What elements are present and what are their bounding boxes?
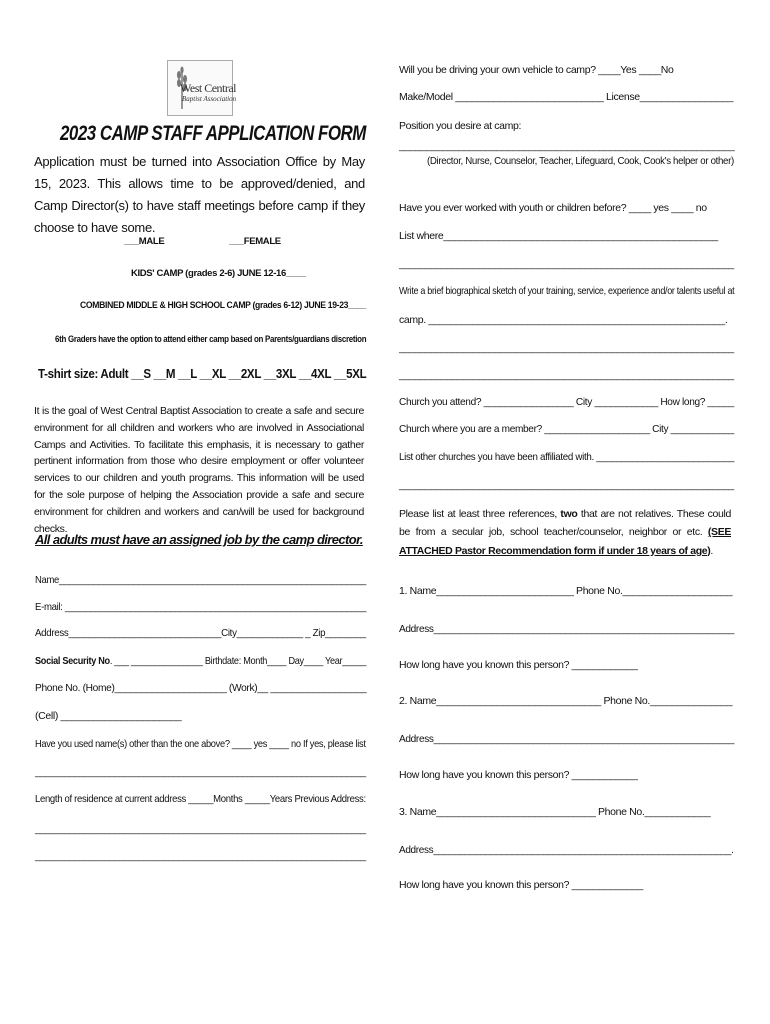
list-where-field[interactable]: List where__________________________________________________ <box>399 230 718 242</box>
reference-1-name-field[interactable]: 1. Name_________________________ Phone No.____________________ <box>399 585 733 597</box>
kids-camp-option[interactable]: KIDS' CAMP (grades 2-6) JUNE 12-16____ <box>131 268 306 279</box>
reference-1-address-field[interactable]: Address_________________________________________________________ <box>399 623 734 635</box>
reference-3-address-field[interactable]: Address_________________________________________________________. <box>399 844 734 856</box>
previous-address-line-1[interactable]: ___________________________________________________________________ <box>35 823 366 835</box>
bio-sketch-line-3[interactable]: _______________________________________________________________ <box>399 369 734 381</box>
bio-sketch-line-2[interactable]: _______________________________________________________________ <box>399 342 734 354</box>
driving-question[interactable]: Will you be driving your own vehicle to camp? ____Yes ____No <box>399 64 674 76</box>
previous-address-line-2[interactable]: ___________________________________________________________________ <box>35 850 366 862</box>
female-checkbox[interactable]: ___FEMALE <box>229 236 281 247</box>
ssn-birthdate-field[interactable] <box>35 655 366 668</box>
worked-with-youth-question[interactable]: Have you ever worked with youth or children before? ____ yes ____ no <box>399 202 707 214</box>
position-field[interactable]: ______________________________________________________________ <box>399 140 735 152</box>
reference-3-how-long-field[interactable]: How long have you known this person? _____________ <box>399 879 644 891</box>
adults-assigned-job-note: All adults must have an assigned job by the camp director. <box>35 532 363 547</box>
other-names-question[interactable]: Have you used name(s) other than the one above? ____ yes ____ no If yes, please list <box>35 738 366 750</box>
pastor-recommendation-note: (SEE ATTACHED Pastor Recommendation form if under 18 years of age) <box>399 526 731 557</box>
phone-field[interactable]: Phone No. (Home)_____________________ (Work)__ __________________ <box>35 682 367 694</box>
references-instructions <box>399 505 731 560</box>
logo-name: West Central <box>180 81 237 95</box>
residence-field[interactable]: Length of residence at current address _____Months _____Years Previous Address: <box>35 793 366 805</box>
cell-field[interactable]: (Cell) ______________________ <box>35 710 182 722</box>
position-options-note: (Director, Nurse, Counselor, Teacher, Lifeguard, Cook, Cook's helper or other) <box>427 156 734 167</box>
bio-sketch-prompt: Write a brief biographical sketch of your training, service, experience and/or talents useful at <box>399 285 735 297</box>
goal-paragraph: It is the goal of West Central Baptist Association to create a safe and secure environment for all children and workers who are involved in Associational Camps and Activities. To facilitate this emphasis, it is necessary to gather pertinent information from those who desire employment or offer volunteer services to our children and youth programs. This information will be used for the sole purpose of helping the Association provide a safe and secure environment for children and workers and can/will be used for background checks. <box>34 405 364 535</box>
reference-2-how-long-field[interactable]: How long have you known this person? ____________ <box>399 769 638 781</box>
tshirt-size-field[interactable]: T-shirt size: Adult __S __M __L __XL __2XL __3XL __4XL __5XL <box>38 367 367 381</box>
logo-subtitle: Baptist Association <box>182 95 237 103</box>
male-checkbox[interactable]: ___MALE <box>124 236 165 247</box>
other-churches-line-2[interactable]: _______________________________________________________________ <box>399 479 734 491</box>
references-end: . <box>710 544 713 557</box>
form-title: 2023 CAMP STAFF APPLICATION FORM <box>60 122 366 145</box>
intro-paragraph: Application must be turned into Association Office by May 15, 2023. This allows time to be approved/denied, and Camp Director(s) to have staff meetings before camp if they choose to have some. <box>34 154 365 236</box>
sixth-graders-note: 6th Graders have the option to attend either camp based on Parents/guardians discretion <box>55 334 367 345</box>
address-field[interactable]: Address______________________________City_____________ _ Zip________ <box>35 627 366 639</box>
name-field[interactable]: Name______________________________________________________________ <box>35 574 366 586</box>
ssn-label: Social Security No <box>35 655 110 667</box>
list-where-line-2[interactable]: _______________________________________________________________ <box>399 258 734 270</box>
reference-2-name-field[interactable]: 2. Name______________________________ Phone No._______________ <box>399 695 733 707</box>
references-two: two <box>560 508 578 520</box>
ssn-birthdate-blanks: . ___ _______________ Birthdate: Month____ Day____ Year_____ <box>109 655 367 667</box>
combined-camp-option[interactable]: COMBINED MIDDLE & HIGH SCHOOL CAMP (grades 6-12) JUNE 19-23____ <box>80 300 367 311</box>
reference-2-address-field[interactable]: Address_________________________________________________________ <box>399 733 734 745</box>
bio-sketch-line-1[interactable]: camp. ______________________________________________________. <box>399 314 728 326</box>
make-model-field[interactable]: Make/Model ___________________________ License_________________ <box>399 91 734 103</box>
association-logo <box>167 60 237 116</box>
email-field[interactable]: E-mail: ____________________________________________________________ <box>35 601 367 613</box>
references-text-2: that are not relatives. These could be from a secular job, school teacher/counselor, neighbor or etc. <box>399 508 731 539</box>
references-text-1: Please list at least three references, <box>399 508 561 520</box>
church-attend-field[interactable]: Church you attend? _________________ City ____________ How long? _____ <box>399 396 734 408</box>
other-names-line[interactable]: ___________________________________________________________________ <box>35 766 366 778</box>
reference-3-name-field[interactable]: 3. Name_____________________________ Phone No.____________ <box>399 806 711 818</box>
reference-1-how-long-field[interactable]: How long have you known this person? ____________ <box>399 659 638 671</box>
position-label: Position you desire at camp: <box>399 120 522 132</box>
church-member-field[interactable]: Church where you are a member? ____________________ City ____________ <box>399 423 734 435</box>
other-churches-field[interactable]: List other churches you have been affiliated with. ___________________________ <box>399 451 735 463</box>
